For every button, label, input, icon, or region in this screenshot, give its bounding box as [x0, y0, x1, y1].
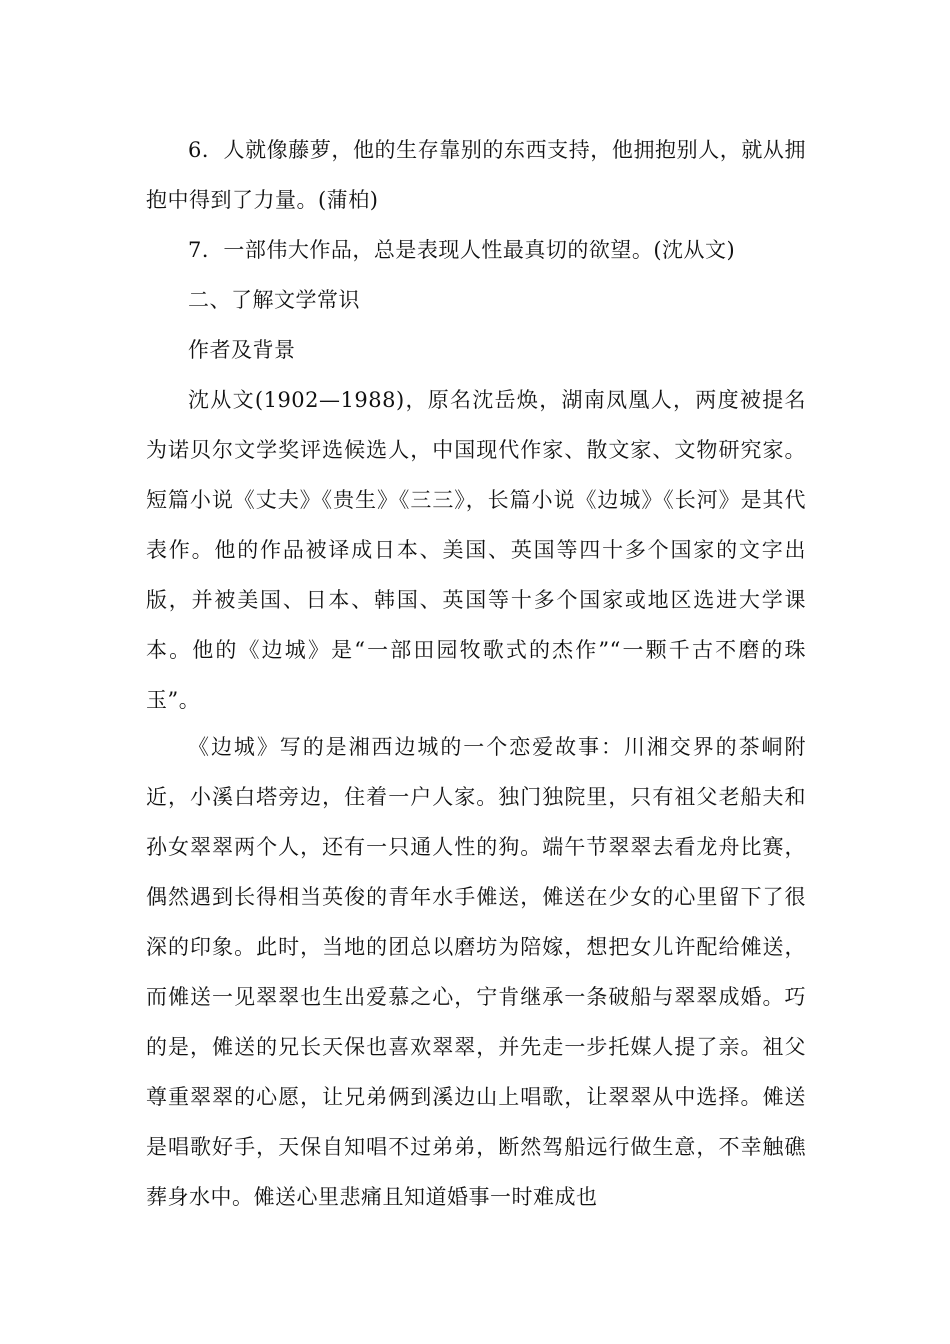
story-paragraph: 《边城》写的是湘西边城的一个恋爱故事：川湘交界的茶峒附近，小溪白塔旁边，住着一户人家。独门独院里，只有祖父老船夫和孙女翠翠两个人，还有一只通人性的狗。端午节翠翠去看龙舟比赛，偶然遇到长得相当英俊的青年水手傩送，傩送在少女的心里留下了很深的印象。此时，当地的团总以磨坊为陪嫁，想把女儿许配给傩送，而傩送一见翠翠也生出爱慕之心，宁肯继承一条破船与翠翠成婚。巧的是，傩送的兄长天保也喜欢翠翠，并先走一步托媒人提了亲。祖父尊重翠翠的心愿，让兄弟俩到溪边山上唱歌，让翠翠从中选择。傩送是唱歌好手，天保自知唱不过弟弟，断然驾船远行做生意，不幸触礁葬身水中。傩送心里悲痛且知道婚事一时难成也	[146, 735, 806, 1209]
section-subheading: 作者及背景	[188, 338, 296, 362]
quote-7: 7．一部伟大作品，总是表现人性最真切的欲望。(沈从文)	[188, 238, 736, 262]
author-paragraph: 沈从文(1902—1988)，原名沈岳焕，湖南凤凰人，两度被提名为诺贝尔文学奖评选候选人，中国现代作家、散文家、文物研究家。短篇小说《丈夫》《贵生》《三三》，长篇小说《边城》《长河》是其代表作。他的作品被译成日本、美国、英国等四十多个国家的文字出版，并被美国、日本、韩国、英国等十多个国家或地区选进大学课本。他的《边城》是“一部田园牧歌式的杰作”“一颗千古不磨的珠玉”。	[146, 388, 806, 712]
quote-6: 6．人就像藤萝，他的生存靠别的东西支持，他拥抱别人，就从拥抱中得到了力量。(蒲柏)	[146, 138, 806, 212]
section-heading: 二、了解文学常识	[188, 288, 360, 312]
